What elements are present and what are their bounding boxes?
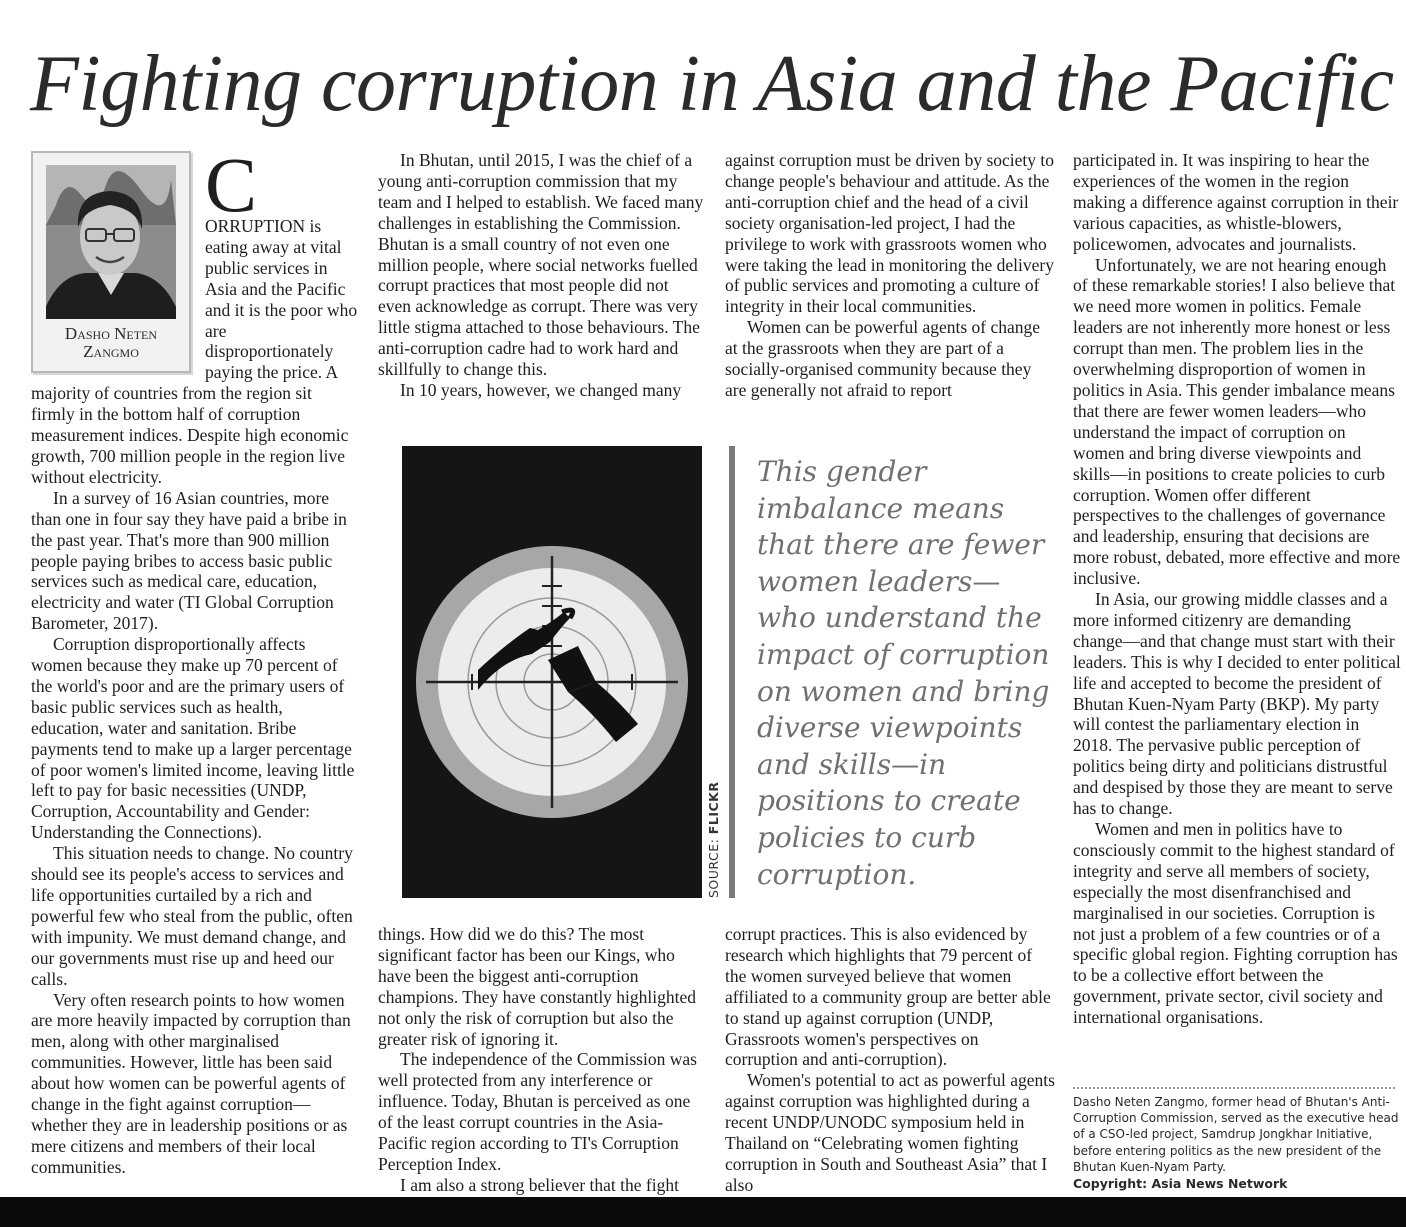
paragraph: In 10 years, however, we changed many xyxy=(400,379,682,400)
paragraph: In a survey of 16 Asian countries, more than one in four say they have paid a bribe in the past year. That's more than 900 million people paying bribes to access basic public services such as medical care, education, electricity and water (TI Global Corruption Barometer, 2017). xyxy=(31,487,347,634)
crosshair-illustration xyxy=(402,446,702,898)
drop-cap: C xyxy=(205,141,258,228)
author-portrait xyxy=(31,151,191,373)
paragraph: This situation needs to change. No country should see its people's access to services and life opportunities curtailed by a rich and powerful few who steal from the public, often with impunity. We must demand change, and our governments must rise up and heed our calls. xyxy=(31,843,353,989)
article-column-4 xyxy=(1073,150,1401,1028)
article-column-3-bottom xyxy=(725,924,1055,1196)
paragraph: In Bhutan, until 2015, I was the chief of a young anti-corruption commission that my team and I helped to establish. We faced many challenges in establishing the Commission. Bhutan is a small country of not even one million people, where social networks fuelled corrupt practices that most people did not even acknowledge as corrupt. There was very little stigma attached to those behaviours. The anti-corruption cadre had to work hard and skillfully to change this. xyxy=(378,150,704,380)
paragraph: In Asia, our growing middle classes and a more informed citizenry are demanding change—and that change must start with their leaders. This is why I decided to enter political life and accepted to become the president of Bhutan Kuen-Nyam Party (BKP). My party will contest the parliamentary election in 2018. The pervasive public perception of politics being dirty and politicians distrustful and despised by those they are meant to serve has to change. xyxy=(1073,589,1401,819)
byline-first: Dasho Neten xyxy=(64,324,158,343)
pullquote: This gender imbalance means that there are fewer women leaders—who understand the impact of corruption on women and bring diverse viewpoints and skills—in positions to create policies to curb corruption. xyxy=(757,455,1050,891)
paragraph: against corruption must be driven by society to change people's behaviour and attitude. As the anti-corruption chief and the head of a civil society organisation-led project, I had the privilege to work with grassroots women who were taking the lead in monitoring the delivery of public services and promoting a culture of integrity in their local communities. xyxy=(725,150,1055,317)
paragraph: I am also a strong believer that the fight xyxy=(400,1174,679,1195)
paragraph: participated in. It was inspiring to hear the experiences of the women in the region making a difference against corruption in their various capacities, as whistle-blowers, policewomen, advocates and journalists. xyxy=(1073,150,1399,254)
photo-credit xyxy=(706,782,721,898)
pullquote-rule xyxy=(729,446,735,898)
copyright: Copyright: Asia News Network xyxy=(1073,1176,1288,1191)
headline: Fighting corruption in Asia and the Pacific xyxy=(30,40,1394,128)
paragraph: Unfortunately, we are not hearing enough of these remarkable stories! I also believe that we need more women in politics. Female leaders are not inherently more honest or less corrupt than men. The problem lies in the overwhelming disproportion of women in politics in Asia. This gender imbalance means that there are fewer women leaders—who understand the impact of corruption on women and bring diverse viewpoints and skills—in positions to create policies to curb corruption. Women offer different perspectives to the challenges of governance and leadership, ensuring that decisions are more robust, debated, more effective and more inclusive. xyxy=(1073,254,1401,589)
bio-separator xyxy=(1073,1087,1395,1089)
paragraph: Women can be powerful agents of change at the grassroots when they are part of a socially-organised community because they are generally not afraid to report xyxy=(725,317,1041,400)
credit-name: FLICKR xyxy=(706,781,721,835)
credit-label: SOURCE: xyxy=(706,838,721,898)
article-column-1 xyxy=(31,141,359,1178)
bottom-bar xyxy=(0,1197,1406,1227)
author-byline xyxy=(41,325,181,361)
paragraph: Corruption disproportionally affects women because they make up 70 percent of the world's poor and are the primary users of basic public services such as health, education, water and sanitation. Bribe payments tend to make up a larger percentage of poor women's limited income, leaving little left to pay for basic necessities (UNDP, Corruption, Accountability and Gender: Understanding the Connections). xyxy=(31,634,355,843)
article-column-3-top xyxy=(725,150,1055,401)
paragraph: corrupt practices. This is also evidenced by research which highlights that 79 percent of the women surveyed believe that women affiliated to a community group are better able to stand up against corruption (UNDP, Grassroots women's perspectives on corruption and anti-corruption). xyxy=(725,924,1051,1070)
author-photo xyxy=(46,165,176,319)
paragraph: ORRUPTION is eating away at vital public services in Asia and the Pacific and it is the poor who are disproportionately paying the price. A majority of countries from the region sit firmly in the bottom half of corruption measurement indices. Despite high economic growth, 700 million people in the region live without electricity. xyxy=(31,216,358,487)
paragraph: things. How did we do this? The most significant factor has been our Kings, who have been the biggest anti-corruption champions. They have constantly highlighted not only the risk of corruption but also the greater risk of ignoring it. xyxy=(378,924,697,1049)
article-column-2-top xyxy=(378,150,704,401)
article-column-2-bottom xyxy=(378,924,704,1196)
paragraph: The independence of the Commission was well protected from any interference or influence. Today, Bhutan is perceived as one of the least corrupt countries in the Asia-Pacific region according to TI's Corruption Perception Index. xyxy=(378,1049,697,1174)
paragraph: Very often research points to how women are more heavily impacted by corruption than men, along with other marginalised communities. However, little has been said about how women can be powerful agents of change in the fight against corruption—whether they are in leadership positions or as mere citizens and members of their local communities. xyxy=(31,989,351,1177)
paragraph: Women and men in politics have to consciously commit to the highest standard of integrity and serve all members of society, especially the most disenfranchised and marginalised in our societies. Corruption is not just a problem of a few countries or of a specific global region. Fighting corruption has to be a collective effort between the government, private sector, civil society and international organisations. xyxy=(1073,819,1398,1028)
paragraph: Women's potential to act as powerful agents against corruption was highlighted during a recent UNDP/UNODC symposium held in Thailand on “Celebrating women fighting corruption in South and Southeast Asia” that I also xyxy=(725,1070,1055,1195)
author-bio: Dasho Neten Zangmo, former head of Bhutan's Anti-Corruption Commission, served as the executive head of a CSO-led project, Samdrup Jongkhar Initiative, before entering politics as the new president of the Bhutan Kuen-Nyam Party. xyxy=(1073,1095,1399,1174)
byline-second: Zangmo xyxy=(83,342,139,361)
